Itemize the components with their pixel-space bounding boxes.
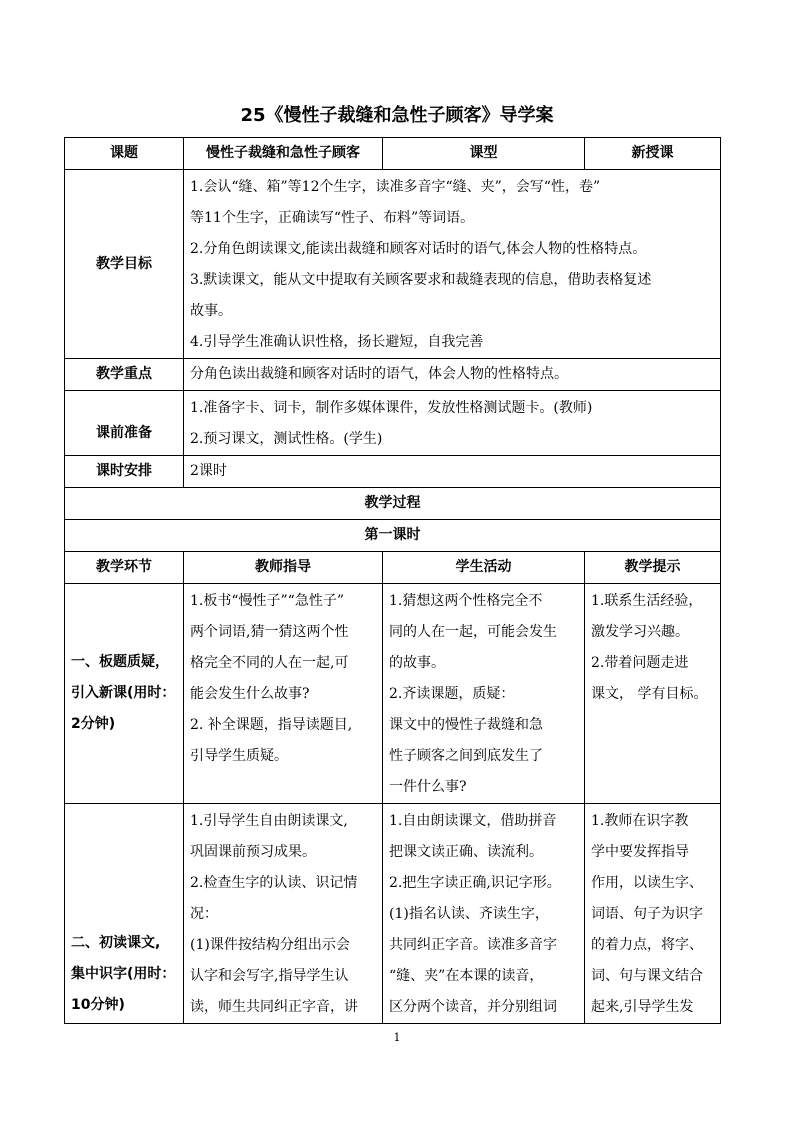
tips-line: 起来,引导学生发 bbox=[591, 999, 694, 1015]
teacher-line: (1)课件按结构分组出示会 bbox=[190, 937, 350, 953]
column-header-stage: 教学环节 bbox=[65, 552, 184, 584]
student-line: 2.齐读课题，质疑： bbox=[389, 686, 515, 702]
teacher-line: 2.检查生字的认读、识记情 bbox=[190, 875, 358, 891]
teacher-line: 1.板书“慢性子”“急性子” bbox=[190, 593, 344, 609]
schedule-value: 2课时 bbox=[184, 456, 721, 488]
objectives-content bbox=[184, 170, 721, 359]
teacher-line: 巩固课前预习成果。 bbox=[190, 844, 316, 860]
lesson-value: 慢性子裁缝和急性子顾客 bbox=[184, 138, 383, 170]
stage-line: 集中识字(用时： bbox=[71, 966, 176, 982]
student-line: 共同纠正字音。读准多音字 bbox=[389, 937, 557, 953]
stage-line: 二、初读课文, bbox=[71, 935, 161, 951]
student-line: 区分两个读音，并分别组词 bbox=[389, 999, 557, 1015]
preparation-line: 1.准备字卡、词卡，制作多媒体课件，发放性格测试题卡。(教师) bbox=[190, 400, 593, 416]
objective-line: 3.默读课文，能从文中提取有关顾客要求和裁缝表现的信息，借助表格复述 bbox=[190, 272, 652, 288]
process-row bbox=[65, 584, 721, 804]
teacher-line: 两个词语,猜一猜这两个性 bbox=[190, 624, 349, 640]
stage-line: 一、板题质疑， bbox=[71, 654, 169, 670]
student-line: (1)指名认读、齐读生字， bbox=[389, 906, 549, 922]
column-header-tips: 教学提示 bbox=[585, 552, 721, 584]
tips-line: 作用，以读生字、 bbox=[591, 875, 703, 891]
teacher-cell bbox=[184, 584, 383, 804]
student-cell bbox=[383, 804, 585, 1024]
objectives-row bbox=[65, 170, 721, 359]
lesson-label: 课题 bbox=[65, 138, 184, 170]
student-line: 性子顾客之间到底发生了 bbox=[389, 748, 543, 764]
teacher-line: 能会发生什么故事? bbox=[190, 686, 310, 702]
preparation-line: 2.预习课文，测试性格。(学生) bbox=[190, 431, 383, 447]
objective-line: 等11个生字，正确读写“性子、布料”等词语。 bbox=[190, 210, 475, 226]
objective-line: 1.会认“缝、箱”等12个生字，读准多音字“缝、夹”，会写“性，卷” bbox=[190, 179, 601, 195]
objectives-label: 教学目标 bbox=[65, 170, 184, 359]
tips-line: 2.带着问题走进 bbox=[591, 655, 689, 671]
tips-line: 1.教师在识字教 bbox=[591, 813, 689, 829]
key-points-value: 分角色读出裁缝和顾客对话时的语气，体会人物的性格特点。 bbox=[184, 359, 721, 391]
key-points-row bbox=[65, 359, 721, 391]
teacher-line: 格完全不同的人在一起,可 bbox=[190, 655, 349, 671]
column-header-row bbox=[65, 552, 721, 584]
teacher-line: 引导学生质疑。 bbox=[190, 748, 288, 764]
objective-line: 2.分角色朗读课文,能读出裁缝和顾客对话时的语气,体会人物的性格特点。 bbox=[190, 241, 647, 257]
first-lesson-row bbox=[65, 520, 721, 552]
student-line: 一件什么事? bbox=[389, 779, 467, 795]
schedule-label: 课时安排 bbox=[65, 456, 184, 488]
stage-cell bbox=[65, 804, 184, 1024]
first-lesson-title: 第一课时 bbox=[65, 520, 721, 552]
tips-line: 词语、句子为识字 bbox=[591, 906, 703, 922]
type-value: 新授课 bbox=[585, 138, 721, 170]
document-title: 25《慢性子裁缝和急性子顾客》导学案 bbox=[240, 105, 554, 126]
stage-line: 10分钟) bbox=[71, 997, 125, 1013]
stage-line: 引入新课(用时： bbox=[71, 685, 176, 701]
tips-cell bbox=[585, 804, 721, 1024]
student-line: 课文中的慢性子裁缝和急 bbox=[389, 717, 543, 733]
student-line: 同的人在一起，可能会发生 bbox=[389, 624, 557, 640]
teacher-line: 读，师生共同纠正字音，讲 bbox=[190, 999, 358, 1015]
objective-line: 4.引导学生准确认识性格，扬长避短，自我完善 bbox=[190, 334, 484, 350]
process-title-row bbox=[65, 488, 721, 520]
student-line: 1.猜想这两个性格完全不 bbox=[389, 593, 543, 609]
process-row bbox=[65, 804, 721, 1024]
lesson-header-row bbox=[65, 138, 721, 170]
tips-line: 1.联系生活经验， bbox=[591, 593, 703, 609]
process-title: 教学过程 bbox=[65, 488, 721, 520]
tips-line: 激发学习兴趣。 bbox=[591, 624, 689, 640]
tips-cell bbox=[585, 584, 721, 804]
tips-line: 词、句与课文结合 bbox=[591, 968, 703, 984]
lesson-plan-table bbox=[64, 137, 721, 1024]
teacher-line: 认字和会写字,指导学生认 bbox=[190, 968, 349, 984]
student-line: 把课文读正确、读流利。 bbox=[389, 844, 543, 860]
column-header-teacher: 教师指导 bbox=[184, 552, 383, 584]
objective-line: 故事。 bbox=[190, 303, 232, 319]
tips-line: 学中要发挥指导 bbox=[591, 844, 689, 860]
preparation-label: 课前准备 bbox=[65, 391, 184, 456]
stage-line: 2分钟) bbox=[71, 716, 116, 732]
key-points-label: 教学重点 bbox=[65, 359, 184, 391]
student-line: 的故事。 bbox=[389, 655, 445, 671]
column-header-student: 学生活动 bbox=[383, 552, 585, 584]
teacher-line: 1.引导学生自由朗读课文, bbox=[190, 813, 348, 829]
stage-cell bbox=[65, 584, 184, 804]
teacher-line: 2. 补全课题，指导读题目, bbox=[190, 717, 353, 733]
schedule-row bbox=[65, 456, 721, 488]
student-cell bbox=[383, 584, 585, 804]
student-line: 1.自由朗读课文，借助拼音 bbox=[389, 813, 557, 829]
tips-line: 的着力点，将字、 bbox=[591, 937, 703, 953]
type-label: 课型 bbox=[383, 138, 585, 170]
preparation-row bbox=[65, 391, 721, 456]
tips-line: 课文， 学有目标。 bbox=[591, 686, 708, 702]
student-line: 2.把生字读正确,识记字形。 bbox=[389, 875, 561, 891]
teacher-cell bbox=[184, 804, 383, 1024]
preparation-content bbox=[184, 391, 721, 456]
student-line: “缝、夹”在本课的读音， bbox=[389, 968, 544, 984]
teacher-line: 况： bbox=[190, 906, 218, 922]
page-number: 1 bbox=[393, 1031, 401, 1044]
